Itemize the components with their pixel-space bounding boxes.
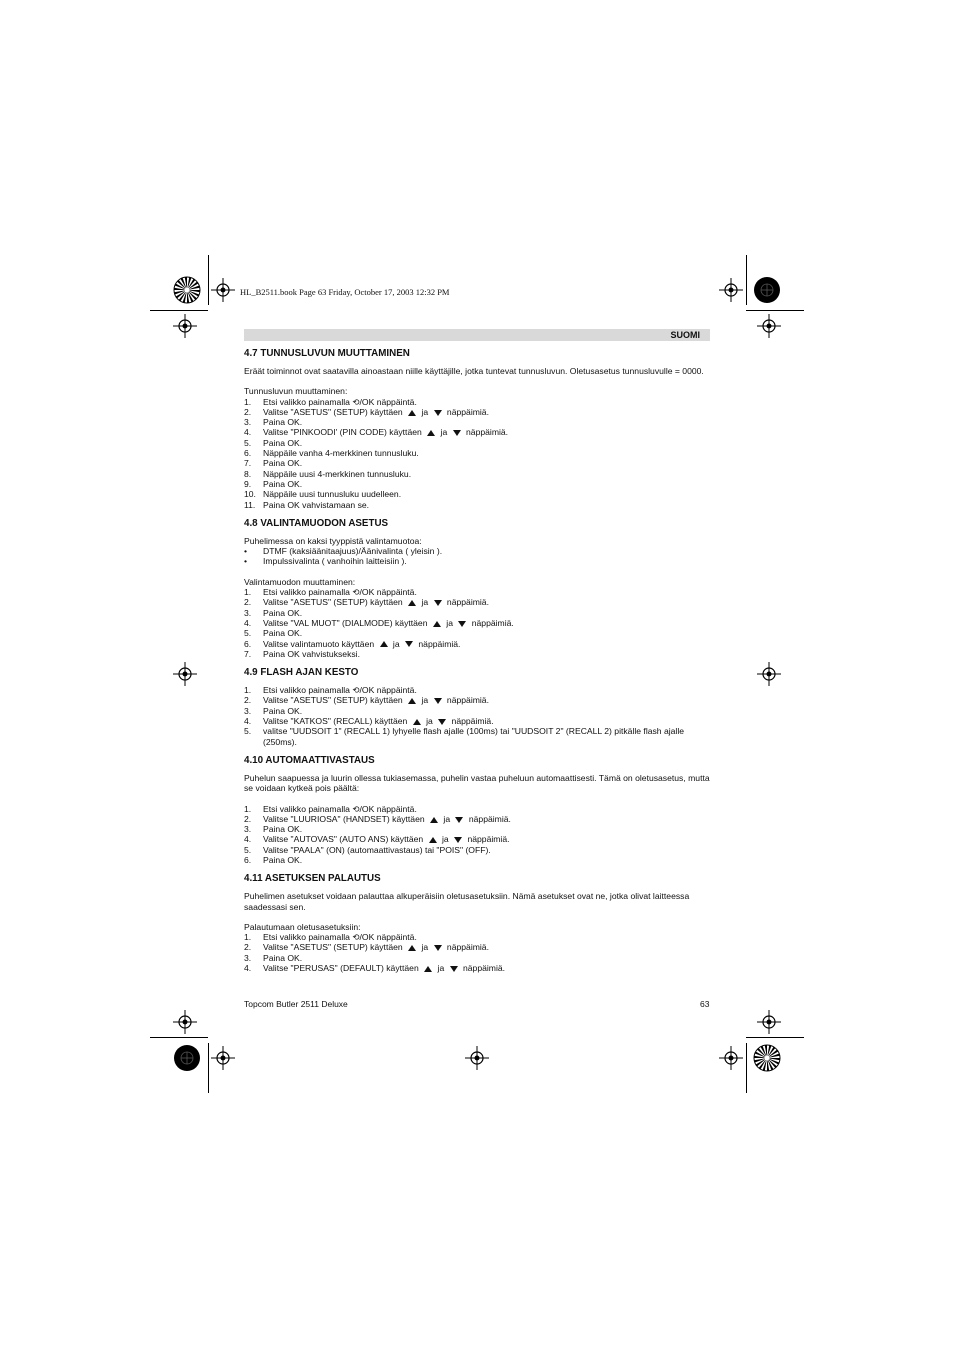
crosshair-mark-icon <box>211 278 235 307</box>
arrow-down-icon <box>454 837 462 843</box>
steps-list <box>244 587 710 659</box>
arrow-down-icon <box>434 698 442 704</box>
step-number: 8. <box>244 468 252 479</box>
step-number: 3. <box>244 824 252 835</box>
crosshair-mark-icon <box>173 314 197 343</box>
language-label: SUOMI <box>670 330 700 340</box>
step-text: Valitse "VAL MUOT" (DIALMODE) käyttäen ja näppäimiä. <box>263 617 514 628</box>
steps-heading: Valintamuodon muuttaminen: <box>244 576 356 587</box>
section-title: 4.9 FLASH AJAN KESTO <box>244 667 359 679</box>
step-number: 1. <box>244 803 252 814</box>
step-number: 6. <box>244 638 252 649</box>
step-text: valitse "UUDSOIT 1" (RECALL 1) lyhyelle flash ajalle (100ms) tai "UUDSOIT 2" (RECALL 2) pitkälle flash ajalle (250ms). <box>263 726 685 747</box>
language-banner <box>244 329 710 341</box>
section-intro: Puhelimen asetukset voidaan palauttaa alkuperäisiin oletusasetuksiin. Nämä asetukset ovat ne, jotka olivat laitteessa saadessasi sen. <box>244 891 690 912</box>
step-number: 6. <box>244 854 252 865</box>
step-item <box>244 479 710 489</box>
section <box>244 667 710 747</box>
step-text: Paina OK vahvistukseksi. <box>263 648 360 659</box>
step-number: 2. <box>244 813 252 824</box>
arrow-up-icon <box>380 641 388 647</box>
step-number: 4. <box>244 963 252 974</box>
step-text: Valitse "PINKOODI' (PIN CODE) käyttäen ja näppäimiä. <box>263 427 509 438</box>
footer-product: Topcom Butler 2511 Deluxe <box>244 999 348 1009</box>
step-number: 3. <box>244 705 252 716</box>
step-item <box>244 716 710 726</box>
step-item <box>244 407 710 417</box>
arrow-down-icon <box>458 621 466 627</box>
step-number: 2. <box>244 406 252 417</box>
step-item <box>244 500 710 510</box>
step-number: 1. <box>244 396 252 407</box>
step-number: 5. <box>244 628 252 639</box>
step-text: Etsi valikko painamalla ⟲/OK näppäintä. <box>263 685 417 696</box>
bullet-icon: • <box>244 546 248 557</box>
step-item <box>244 397 710 407</box>
arrow-down-icon <box>405 641 413 647</box>
crop-line <box>208 255 209 305</box>
section-intro: Puhelun saapuessa ja luurin ollessa tukiasemassa, puhelin vastaa puheluun automaattisesti. Tämä on oletusasetus, mutta se voidaan kytkeä pois päältä: <box>244 772 710 794</box>
arrow-down-icon <box>434 600 442 606</box>
step-number: 6. <box>244 448 252 459</box>
bullet-text: DTMF (kaksiäänitaajuus)/Äänivalinta ( yleisin ). <box>263 546 443 557</box>
bullet-icon: • <box>244 556 248 567</box>
step-item <box>244 834 710 844</box>
arrow-down-icon <box>453 430 461 436</box>
crosshair-mark-icon <box>719 278 743 307</box>
section-title: 4.7 TUNNUSLUVUN MUUTTAMINEN <box>244 348 410 359</box>
step-text: Paina OK. <box>263 705 303 716</box>
arrow-up-icon <box>408 410 416 416</box>
step-item <box>244 427 710 437</box>
step-text: Paina OK. <box>263 478 303 489</box>
crosshair-mark-icon <box>719 1046 743 1075</box>
step-item <box>244 804 710 814</box>
step-item <box>244 458 710 468</box>
step-item <box>244 855 710 865</box>
step-text: Näppäile uusi tunnusluku uudelleen. <box>263 489 402 500</box>
steps-list <box>244 685 710 747</box>
step-number: 2. <box>244 695 252 706</box>
step-text: Etsi valikko painamalla ⟲/OK näppäintä. <box>263 396 417 407</box>
section <box>244 348 710 510</box>
arrow-up-icon <box>430 817 438 823</box>
step-text: Etsi valikko painamalla ⟲/OK näppäintä. <box>263 803 417 814</box>
step-number: 3. <box>244 417 252 428</box>
arrow-up-icon <box>413 719 421 725</box>
step-text: Paina OK. <box>263 824 303 835</box>
arrow-down-icon <box>455 817 463 823</box>
step-number: 10. <box>244 489 256 500</box>
step-number: 9. <box>244 478 252 489</box>
section <box>244 518 710 659</box>
bullet-text: Impulssivalinta ( vanhoihin laitteisiin ). <box>263 556 407 567</box>
step-text: Paina OK. <box>263 628 303 639</box>
crosshair-mark-icon <box>757 662 781 691</box>
section-title: 4.10 AUTOMAATTIVASTAUS <box>244 754 375 766</box>
step-text: Paina OK vahvistamaan se. <box>263 499 370 510</box>
crosshair-mark-icon <box>465 1046 489 1075</box>
arrow-down-icon <box>434 945 442 951</box>
step-item <box>244 469 710 479</box>
section-intro: Eräät toiminnot ovat saatavilla ainoastaan niille käyttäjille, jotka tuntevat tunnusluvun. Oletusasetus tunnusluvulle = 0000. <box>244 366 704 376</box>
step-item <box>244 587 710 597</box>
step-number: 2. <box>244 597 252 608</box>
steps-list <box>244 397 710 510</box>
step-number: 11. <box>244 499 256 510</box>
step-number: 3. <box>244 607 252 618</box>
step-item <box>244 639 710 649</box>
step-number: 7. <box>244 458 252 469</box>
step-item <box>244 438 710 448</box>
step-item <box>244 824 710 834</box>
solid-target-mark-icon <box>173 1044 201 1077</box>
crosshair-mark-icon <box>211 1046 235 1075</box>
step-item <box>244 649 710 659</box>
step-item <box>244 706 710 716</box>
footer-page-number: 63 <box>700 999 710 1009</box>
crop-line <box>746 255 747 305</box>
step-text: Valitse "ASETUS" (SETUP) käyttäen ja näppäimiä. <box>263 597 489 608</box>
step-number: 5. <box>244 726 252 737</box>
step-number: 4. <box>244 834 252 845</box>
step-number: 4. <box>244 427 252 438</box>
step-text: Paina OK. <box>263 417 303 428</box>
step-text: Paina OK. <box>263 854 303 865</box>
arrow-up-icon <box>429 837 437 843</box>
crosshair-mark-icon <box>757 1010 781 1039</box>
arrow-up-icon <box>427 430 435 436</box>
arrow-down-icon <box>438 719 446 725</box>
step-text: Näppäile vanha 4-merkkinen tunnusluku. <box>263 448 419 459</box>
section-title: 4.8 VALINTAMUODON ASETUS <box>244 517 389 529</box>
arrow-up-icon <box>424 966 432 972</box>
page-content <box>244 348 710 981</box>
step-item <box>244 845 710 855</box>
step-number: 5. <box>244 844 252 855</box>
step-text: Näppäile uusi 4-merkkinen tunnusluku. <box>263 468 412 479</box>
step-item <box>244 685 710 695</box>
section-title: 4.11 ASETUKSEN PALAUTUS <box>244 873 381 885</box>
crosshair-mark-icon <box>173 1010 197 1039</box>
crop-line <box>208 1043 209 1093</box>
step-item <box>244 953 710 963</box>
step-text: Valitse "AUTOVAS" (AUTO ANS) käyttäen ja näppäimiä. <box>263 834 510 845</box>
step-text: Etsi valikko painamalla ⟲/OK näppäintä. <box>263 932 417 943</box>
step-item <box>244 618 710 628</box>
section-intro: Puhelimessa on kaksi tyyppistä valintamuotoa: <box>244 535 422 546</box>
steps-list <box>244 804 710 866</box>
book-info-line: HL_B2511.book Page 63 Friday, October 17, 2003 12:32 PM <box>240 287 450 297</box>
crop-line <box>150 310 208 311</box>
step-number: 5. <box>244 437 252 448</box>
step-item <box>244 489 710 499</box>
crosshair-mark-icon <box>757 314 781 343</box>
crop-line <box>746 1043 747 1093</box>
arrow-up-icon <box>408 945 416 951</box>
starburst-mark-icon <box>173 276 201 309</box>
steps-heading: Tunnusluvun muuttaminen: <box>244 386 348 397</box>
step-number: 7. <box>244 648 252 659</box>
bullet-item <box>244 546 710 556</box>
section <box>244 873 710 973</box>
crop-line <box>746 1037 804 1038</box>
step-item <box>244 726 710 747</box>
step-item <box>244 417 710 427</box>
step-number: 1. <box>244 685 252 696</box>
arrow-down-icon <box>434 410 442 416</box>
crop-line <box>150 1037 208 1038</box>
step-text: Valitse valintamuoto käyttäen ja näppäimiä. <box>263 638 461 649</box>
steps-heading: Palautumaan oletusasetuksiin: <box>244 921 361 932</box>
step-item <box>244 942 710 952</box>
step-item <box>244 695 710 705</box>
step-text: Valitse "ASETUS" (SETUP) käyttäen ja näppäimiä. <box>263 406 489 417</box>
step-number: 4. <box>244 716 252 727</box>
step-text: Etsi valikko painamalla ⟲/OK näppäintä. <box>263 587 417 598</box>
bullet-item <box>244 556 710 566</box>
step-item <box>244 814 710 824</box>
step-text: Paina OK. <box>263 437 303 448</box>
step-item <box>244 608 710 618</box>
step-item <box>244 597 710 607</box>
step-text: Valitse "LUURIOSA" (HANDSET) käyttäen ja näppäimiä. <box>263 813 511 824</box>
steps-list <box>244 932 710 973</box>
step-text: Valitse "KATKOS" (RECALL) käyttäen ja näppäimiä. <box>263 716 494 727</box>
crosshair-mark-icon <box>173 662 197 691</box>
arrow-up-icon <box>433 621 441 627</box>
step-number: 1. <box>244 587 252 598</box>
step-text: Paina OK. <box>263 458 303 469</box>
arrow-up-icon <box>408 600 416 606</box>
section <box>244 755 710 865</box>
solid-target-mark-icon <box>753 276 781 309</box>
step-number: 2. <box>244 942 252 953</box>
step-item <box>244 628 710 638</box>
crop-line <box>746 310 804 311</box>
step-number: 1. <box>244 932 252 943</box>
step-item <box>244 963 710 973</box>
step-text: Valitse "ASETUS" (SETUP) käyttäen ja näppäimiä. <box>263 695 489 706</box>
arrow-down-icon <box>450 966 458 972</box>
step-item <box>244 448 710 458</box>
step-number: 4. <box>244 617 252 628</box>
step-item <box>244 932 710 942</box>
starburst-mark-icon <box>753 1044 781 1077</box>
step-text: Valitse "ASETUS" (SETUP) käyttäen ja näppäimiä. <box>263 942 489 953</box>
step-text: Valitse "PAALA" (ON) (automaattivastaus) tai "POIS" (OFF). <box>263 844 491 855</box>
step-text: Valitse "PERUSAS" (DEFAULT) käyttäen ja näppäimiä. <box>263 963 506 974</box>
arrow-up-icon <box>408 698 416 704</box>
step-number: 3. <box>244 952 252 963</box>
bullet-list <box>244 546 710 567</box>
step-text: Paina OK. <box>263 607 303 618</box>
step-text: Paina OK. <box>263 952 303 963</box>
